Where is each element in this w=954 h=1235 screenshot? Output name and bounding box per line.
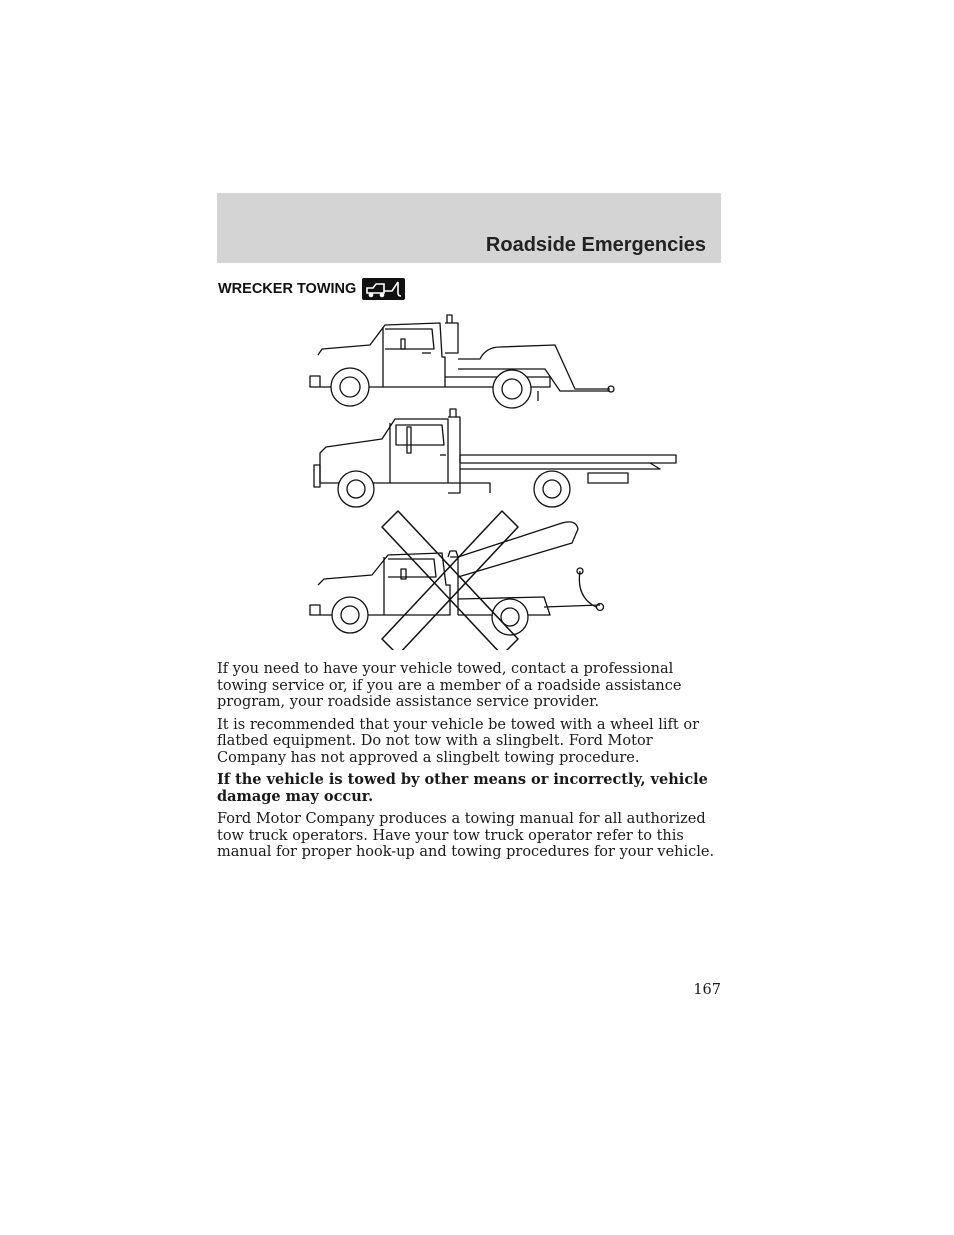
wheel-lift-tow-truck-figure (310, 315, 614, 408)
towing-methods-illustration (300, 305, 690, 650)
paragraph-recommended-method: It is recommended that your vehicle be towed with a wheel lift or flatbed equipment. Do not tow with a slingbelt. Ford Motor Company has not approved a slingbelt towing procedure. (217, 716, 700, 766)
tow-truck-icon (362, 278, 405, 300)
page-title: Roadside Emergencies (485, 234, 706, 256)
page-number: 167 (693, 982, 721, 998)
section-heading (218, 278, 405, 300)
flatbed-tow-truck-figure (314, 409, 676, 507)
section-heading-label: WRECKER TOWING (218, 281, 357, 297)
slingbelt-tow-truck-figure (310, 511, 604, 650)
paragraph-towing-manual: Ford Motor Company produces a towing manual for all authorized tow truck operators. Have your tow truck operator refer to this manual for proper hook-up and towing procedures for your vehicle. (217, 811, 715, 860)
paragraph-contact-towing: If you need to have your vehicle towed, contact a professional towing service or, if you are a member of a roadside assistance program, your roadside assistance service provider. (217, 661, 682, 710)
paragraph-damage-warning: If the vehicle is towed by other means or incorrectly, vehicle damage may occur. (217, 771, 708, 805)
body-text (217, 661, 722, 867)
section-header-band (217, 193, 721, 263)
